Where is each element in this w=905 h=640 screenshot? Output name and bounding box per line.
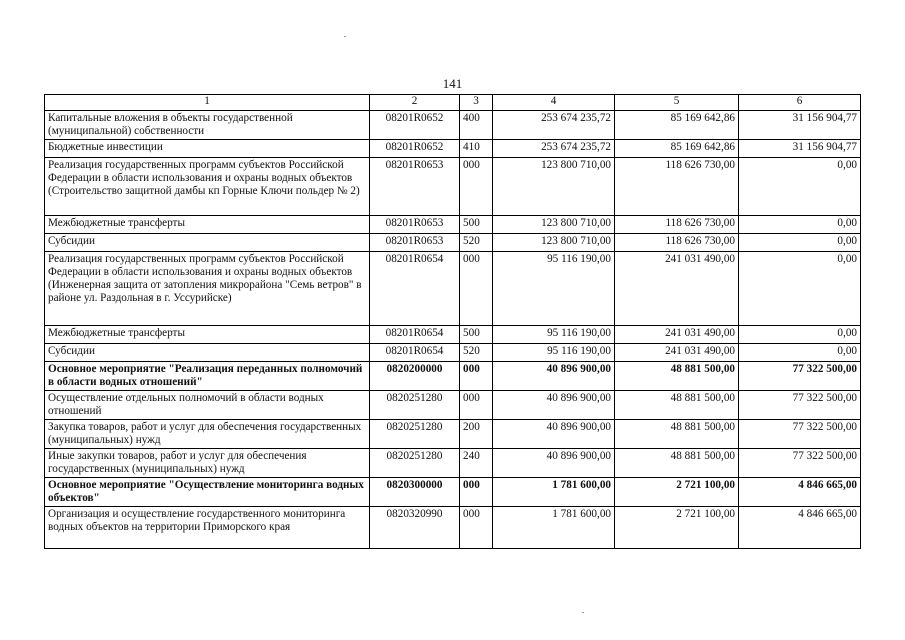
scan-speck (344, 36, 346, 37)
row-value-col6-cell: 0,00 (739, 252, 861, 326)
row-name-cell: Субсидии (45, 344, 370, 362)
column-header-1: 1 (45, 95, 370, 111)
table-row (45, 140, 861, 158)
row-value-col4-cell: 1 781 600,00 (493, 507, 615, 549)
row-code-cell: 08201R0653 (370, 216, 460, 234)
row-name-cell: Бюджетные инвестиции (45, 140, 370, 158)
row-value-col5-cell: 85 169 642,86 (615, 111, 739, 140)
row-code-cell: 08201R0653 (370, 234, 460, 252)
row-kind-cell: 520 (460, 234, 493, 252)
row-value-col4-cell: 95 116 190,00 (493, 344, 615, 362)
row-value-col5-cell: 48 881 500,00 (615, 391, 739, 420)
table-row (45, 111, 861, 140)
row-kind-cell: 200 (460, 420, 493, 449)
row-name-cell: Субсидии (45, 234, 370, 252)
row-value-col6-cell: 31 156 904,77 (739, 140, 861, 158)
row-value-col4-cell: 40 896 900,00 (493, 420, 615, 449)
row-value-col6-cell: 77 322 500,00 (739, 420, 861, 449)
row-value-col4-cell: 123 800 710,00 (493, 216, 615, 234)
row-kind-cell: 520 (460, 344, 493, 362)
row-kind-cell: 400 (460, 111, 493, 140)
row-kind-cell: 000 (460, 252, 493, 326)
row-value-col4-cell: 253 674 235,72 (493, 111, 615, 140)
table-row (45, 507, 861, 549)
column-header-2: 2 (370, 95, 460, 111)
row-kind-cell: 000 (460, 478, 493, 507)
table-row (45, 449, 861, 478)
table-row (45, 478, 861, 507)
row-name-cell: Организация и осуществление государственного мониторинга водных объектов на территории Приморского края (45, 507, 370, 549)
table-row (45, 344, 861, 362)
table-row (45, 216, 861, 234)
scan-speck (582, 612, 584, 613)
table-row (45, 252, 861, 326)
header-row (45, 95, 861, 111)
row-code-cell: 0820251280 (370, 420, 460, 449)
row-value-col4-cell: 40 896 900,00 (493, 362, 615, 391)
table-row (45, 326, 861, 344)
row-value-col5-cell: 118 626 730,00 (615, 216, 739, 234)
row-value-col6-cell: 77 322 500,00 (739, 362, 861, 391)
row-kind-cell: 000 (460, 362, 493, 391)
row-value-col4-cell: 1 781 600,00 (493, 478, 615, 507)
row-name-cell: Капитальные вложения в объекты государственной (муниципальной) собственности (45, 111, 370, 140)
row-value-col6-cell: 0,00 (739, 216, 861, 234)
row-value-col5-cell: 241 031 490,00 (615, 326, 739, 344)
table-row (45, 158, 861, 216)
row-name-cell: Реализация государственных программ субъектов Российской Федерации в области использования и охраны водных объектов (Инженерная защита от затопления микрорайона "Семь ветров" в районе ул. Раздольная в г. Уссурийске) (45, 252, 370, 326)
row-code-cell: 0820300000 (370, 478, 460, 507)
row-name-cell: Иные закупки товаров, работ и услуг для обеспечения государственных (муниципальных) нужд (45, 449, 370, 478)
row-value-col5-cell: 48 881 500,00 (615, 420, 739, 449)
row-value-col5-cell: 85 169 642,86 (615, 140, 739, 158)
row-kind-cell: 240 (460, 449, 493, 478)
row-code-cell: 0820320990 (370, 507, 460, 549)
row-value-col5-cell: 2 721 100,00 (615, 507, 739, 549)
row-code-cell: 08201R0654 (370, 344, 460, 362)
row-value-col6-cell: 77 322 500,00 (739, 449, 861, 478)
row-name-cell: Закупка товаров, работ и услуг для обеспечения государственных (муниципальных) нужд (45, 420, 370, 449)
row-value-col4-cell: 40 896 900,00 (493, 391, 615, 420)
row-value-col5-cell: 118 626 730,00 (615, 158, 739, 216)
row-name-cell: Основное мероприятие "Осуществление мониторинга водных объектов" (45, 478, 370, 507)
row-kind-cell: 500 (460, 326, 493, 344)
row-name-cell: Осуществление отдельных полномочий в области водных отношений (45, 391, 370, 420)
row-value-col4-cell: 253 674 235,72 (493, 140, 615, 158)
row-value-col6-cell: 4 846 665,00 (739, 478, 861, 507)
row-name-cell: Основное мероприятие "Реализация переданных полномочий в области водных отношений" (45, 362, 370, 391)
row-value-col6-cell: 0,00 (739, 326, 861, 344)
table-body (45, 111, 861, 549)
row-code-cell: 08201R0653 (370, 158, 460, 216)
row-value-col5-cell: 48 881 500,00 (615, 362, 739, 391)
row-value-col5-cell: 241 031 490,00 (615, 344, 739, 362)
table-row (45, 362, 861, 391)
row-value-col5-cell: 2 721 100,00 (615, 478, 739, 507)
row-value-col6-cell: 0,00 (739, 344, 861, 362)
column-header-6: 6 (739, 95, 861, 111)
row-name-cell: Межбюджетные трансферты (45, 216, 370, 234)
row-name-cell: Межбюджетные трансферты (45, 326, 370, 344)
row-kind-cell: 000 (460, 507, 493, 549)
column-header-5: 5 (615, 95, 739, 111)
table-row (45, 234, 861, 252)
row-code-cell: 08201R0652 (370, 140, 460, 158)
row-code-cell: 0820200000 (370, 362, 460, 391)
row-kind-cell: 000 (460, 158, 493, 216)
row-value-col5-cell: 48 881 500,00 (615, 449, 739, 478)
row-name-cell: Реализация государственных программ субъектов Российской Федерации в области использования и охраны водных объектов (Строительство защитной дамбы кп Горные Ключи польдер № 2) (45, 158, 370, 216)
row-kind-cell: 500 (460, 216, 493, 234)
row-value-col4-cell: 95 116 190,00 (493, 252, 615, 326)
row-value-col6-cell: 4 846 665,00 (739, 507, 861, 549)
row-value-col6-cell: 0,00 (739, 234, 861, 252)
row-kind-cell: 410 (460, 140, 493, 158)
row-value-col6-cell: 31 156 904,77 (739, 111, 861, 140)
table-row (45, 420, 861, 449)
row-value-col6-cell: 77 322 500,00 (739, 391, 861, 420)
row-code-cell: 08201R0654 (370, 326, 460, 344)
row-code-cell: 08201R0654 (370, 252, 460, 326)
row-value-col5-cell: 118 626 730,00 (615, 234, 739, 252)
row-code-cell: 0820251280 (370, 391, 460, 420)
row-code-cell: 0820251280 (370, 449, 460, 478)
budget-table (44, 94, 861, 549)
column-header-3: 3 (460, 95, 493, 111)
table-row (45, 391, 861, 420)
row-kind-cell: 000 (460, 391, 493, 420)
row-value-col4-cell: 95 116 190,00 (493, 326, 615, 344)
row-value-col4-cell: 123 800 710,00 (493, 234, 615, 252)
row-value-col4-cell: 123 800 710,00 (493, 158, 615, 216)
row-value-col4-cell: 40 896 900,00 (493, 449, 615, 478)
row-code-cell: 08201R0652 (370, 111, 460, 140)
row-value-col5-cell: 241 031 490,00 (615, 252, 739, 326)
column-header-4: 4 (493, 95, 615, 111)
row-value-col6-cell: 0,00 (739, 158, 861, 216)
page-number: 141 (442, 76, 463, 91)
